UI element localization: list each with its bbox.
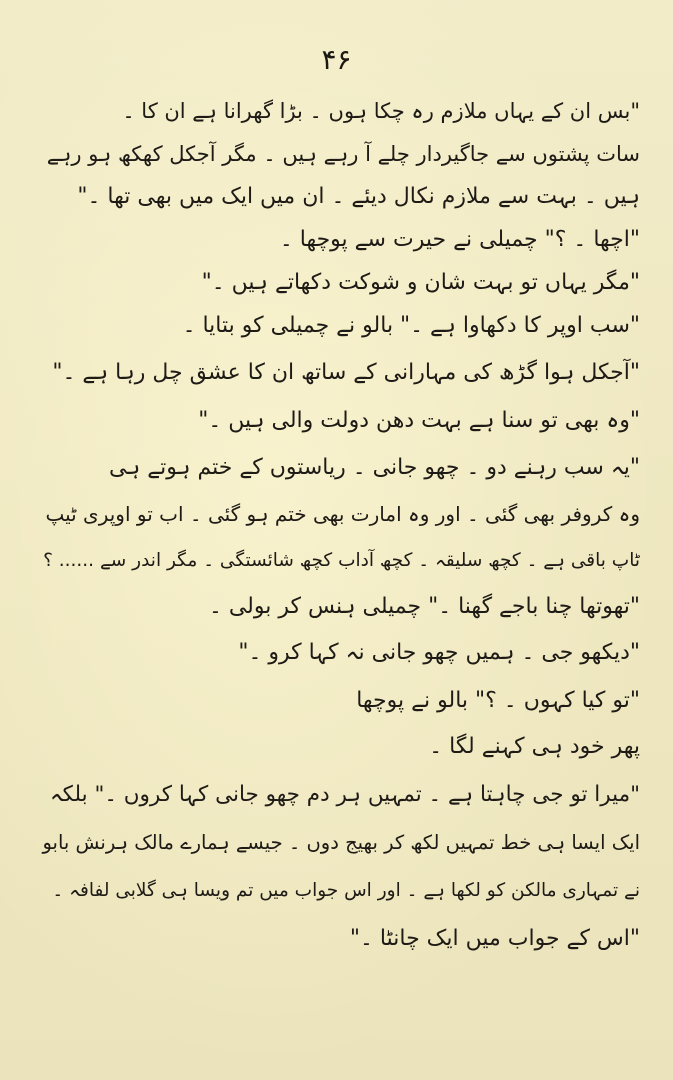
text-line: "وہ بھی تو سنا ہے بہت دھن دولت والی ہیں ۔" bbox=[198, 408, 640, 433]
text-line: "یہ سب رہنے دو ۔ چھو جانی ۔ ریاستوں کے ختم ہوتے ہی bbox=[109, 455, 640, 480]
text-line: "بس ان کے یہاں ملازم رہ چکا ہوں ۔ بڑا گھرانا ہے ان کا ۔ bbox=[122, 99, 640, 123]
text-line: ٹاپ باقی ہے ۔ کچھ سلیقہ ۔ کچھ آداب کچھ شائستگی ۔ مگر اندر سے ...... ؟ bbox=[43, 550, 640, 571]
text-line: سات پشتوں سے جاگیردار چلے آ رہے ہیں ۔ مگر آجکل کھکھ ہو رہے bbox=[46, 142, 640, 166]
text-line: "سب اوپر کا دکھاوا ہے ۔" بالو نے چمیلی کو بتایا ۔ bbox=[182, 313, 640, 338]
text-line: "اچھا ۔ ؟" چمیلی نے حیرت سے پوچھا ۔ bbox=[279, 227, 640, 252]
text-line: "دیکھو جی ۔ ہمیں چھو جانی نہ کہا کرو ۔" bbox=[238, 640, 640, 665]
text-line: "اس کے جواب میں ایک چانٹا ۔" bbox=[349, 926, 640, 951]
text-line: "آجکل ہوا گڑھ کی مہارانی کے ساتھ ان کا عشق چل رہا ہے ۔" bbox=[52, 360, 640, 385]
text-line: پھر خود ہی کہنے لگا ۔ bbox=[429, 734, 640, 759]
text-line: وہ کروفر بھی گئی ۔ اور وہ امارت بھی ختم ہو گئی ۔ اب تو اوپری ٹیپ bbox=[45, 502, 640, 526]
page-number: ۴۶ bbox=[321, 43, 352, 76]
text-line: "تھوتھا چنا باجے گھنا ۔" چمیلی ہنس کر بولی ۔ bbox=[208, 594, 640, 619]
text-line: "میرا تو جی چاہتا ہے ۔ تمہیں ہر دم چھو جانی کہا کروں ۔" بلکہ bbox=[50, 782, 640, 807]
text-line: "تو کیا کہوں ۔ ؟" بالو نے پوچھا bbox=[356, 688, 640, 713]
text-line: "مگر یہاں تو بہت شان و شوکت دکھاتے ہیں ۔" bbox=[201, 270, 640, 295]
text-line: نے تمہاری مالکن کو لکھا ہے ۔ اور اس جواب میں تم ویسا ہی گلابی لفافہ ۔ bbox=[52, 880, 640, 901]
text-line: ہیں ۔ بہت سے ملازم نکال دیئے ۔ ان میں ایک میں بھی تھا ۔" bbox=[77, 184, 640, 209]
text-line: ایک ایسا ہی خط تمہیں لکھ کر بھیج دوں ۔ جیسے ہمارے مالک ہرنش بابو bbox=[42, 831, 640, 854]
